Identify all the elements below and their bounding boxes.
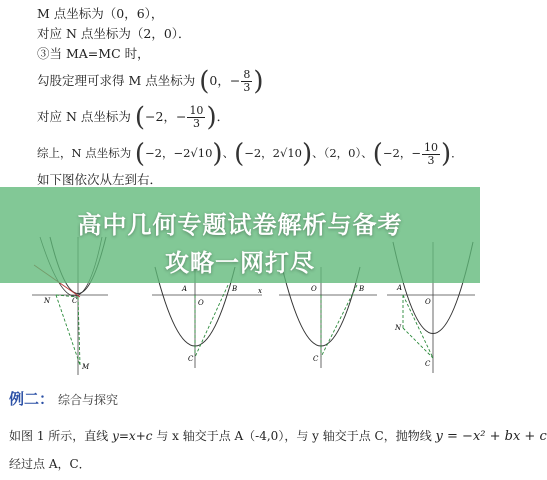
section-heading	[9, 388, 118, 409]
banner-title-line1: 高中几何专题试卷解析与备考	[77, 211, 403, 239]
label-a: A	[397, 284, 403, 292]
coord: 0，−	[209, 73, 241, 88]
label-c: C	[313, 355, 319, 363]
solution-line-pythagoras	[37, 66, 263, 96]
label-o: O	[311, 285, 317, 293]
text: 对应 N 点坐标为（2，0）．	[37, 26, 191, 41]
banner-title-line2: 攻略一网打尽	[165, 249, 315, 277]
topic-label: 综合与探究	[58, 393, 119, 407]
paren: (	[372, 139, 383, 169]
label-m: M	[82, 363, 90, 371]
numerator: 10	[189, 104, 204, 117]
text: ③当 MA=MC 时，	[37, 46, 150, 61]
label-o: O	[425, 298, 431, 306]
paren: (	[134, 102, 146, 133]
fraction	[187, 105, 205, 130]
coord: （2，0）	[323, 146, 362, 160]
text: 与 x 轴交于点 A（-4,0），与 y 轴交于点 C，抛物线	[152, 429, 436, 443]
solution-line-summary	[37, 138, 463, 168]
label-c: C	[72, 297, 78, 305]
label-c: C	[188, 355, 194, 363]
label-x: x	[258, 287, 262, 295]
paren: (	[199, 66, 210, 97]
label-n: N	[395, 324, 402, 332]
text: 对应 N 点坐标为	[37, 109, 131, 124]
denominator: 3	[243, 81, 251, 94]
paren: (	[134, 139, 146, 169]
paren: )	[253, 66, 264, 97]
paren: (	[234, 139, 245, 169]
fraction	[422, 142, 440, 167]
solution-line-case3	[37, 46, 150, 62]
paren: )	[441, 139, 452, 169]
equation: y = −x² + bx + c	[435, 429, 547, 444]
numerator: 10	[424, 140, 438, 154]
segment-nm	[56, 295, 80, 365]
text: ．	[451, 146, 463, 160]
solution-line-figure-note	[37, 172, 162, 188]
text: 、	[312, 146, 324, 160]
text: 、	[361, 146, 373, 160]
numerator: 8	[243, 68, 251, 81]
fraction	[241, 69, 252, 94]
problem-line-2	[9, 456, 91, 472]
denominator: 3	[192, 117, 200, 130]
coord: −2，−2√10	[145, 146, 213, 160]
paren: )	[212, 139, 223, 169]
label-n: N	[44, 297, 51, 305]
example-label: 例二：	[9, 390, 55, 408]
label-c: C	[425, 360, 431, 368]
problem-line-1	[9, 428, 547, 445]
denominator: 3	[427, 153, 435, 167]
paren: )	[301, 139, 313, 169]
text: M 点坐标为（0，6），	[37, 6, 164, 21]
coord: −2，−	[145, 109, 187, 124]
coord: −2，2√10	[244, 146, 302, 160]
solution-line-n-point	[37, 26, 191, 42]
text: 、	[222, 146, 235, 160]
label-a: A	[182, 285, 188, 293]
segment-bc	[321, 285, 357, 357]
text: ．	[216, 109, 230, 124]
text: 勾股定理可求得 M 点坐标为	[37, 73, 196, 88]
paren: )	[206, 102, 217, 133]
solution-line-m-point	[37, 6, 163, 22]
text: 如下图依次从左到右．	[37, 172, 163, 187]
text: 如图 1 所示，直线	[9, 429, 113, 443]
label-b: B	[232, 285, 238, 293]
text: 综上，N 点坐标为	[37, 146, 132, 160]
label-b: B	[359, 285, 365, 293]
text: 经过点 A，C．	[9, 457, 91, 471]
solution-line-n-point-2	[37, 102, 229, 132]
segment-bc	[195, 285, 228, 357]
label-o: O	[198, 299, 204, 307]
equation: y=x+c	[112, 429, 153, 443]
coord: −2，−	[382, 146, 421, 160]
